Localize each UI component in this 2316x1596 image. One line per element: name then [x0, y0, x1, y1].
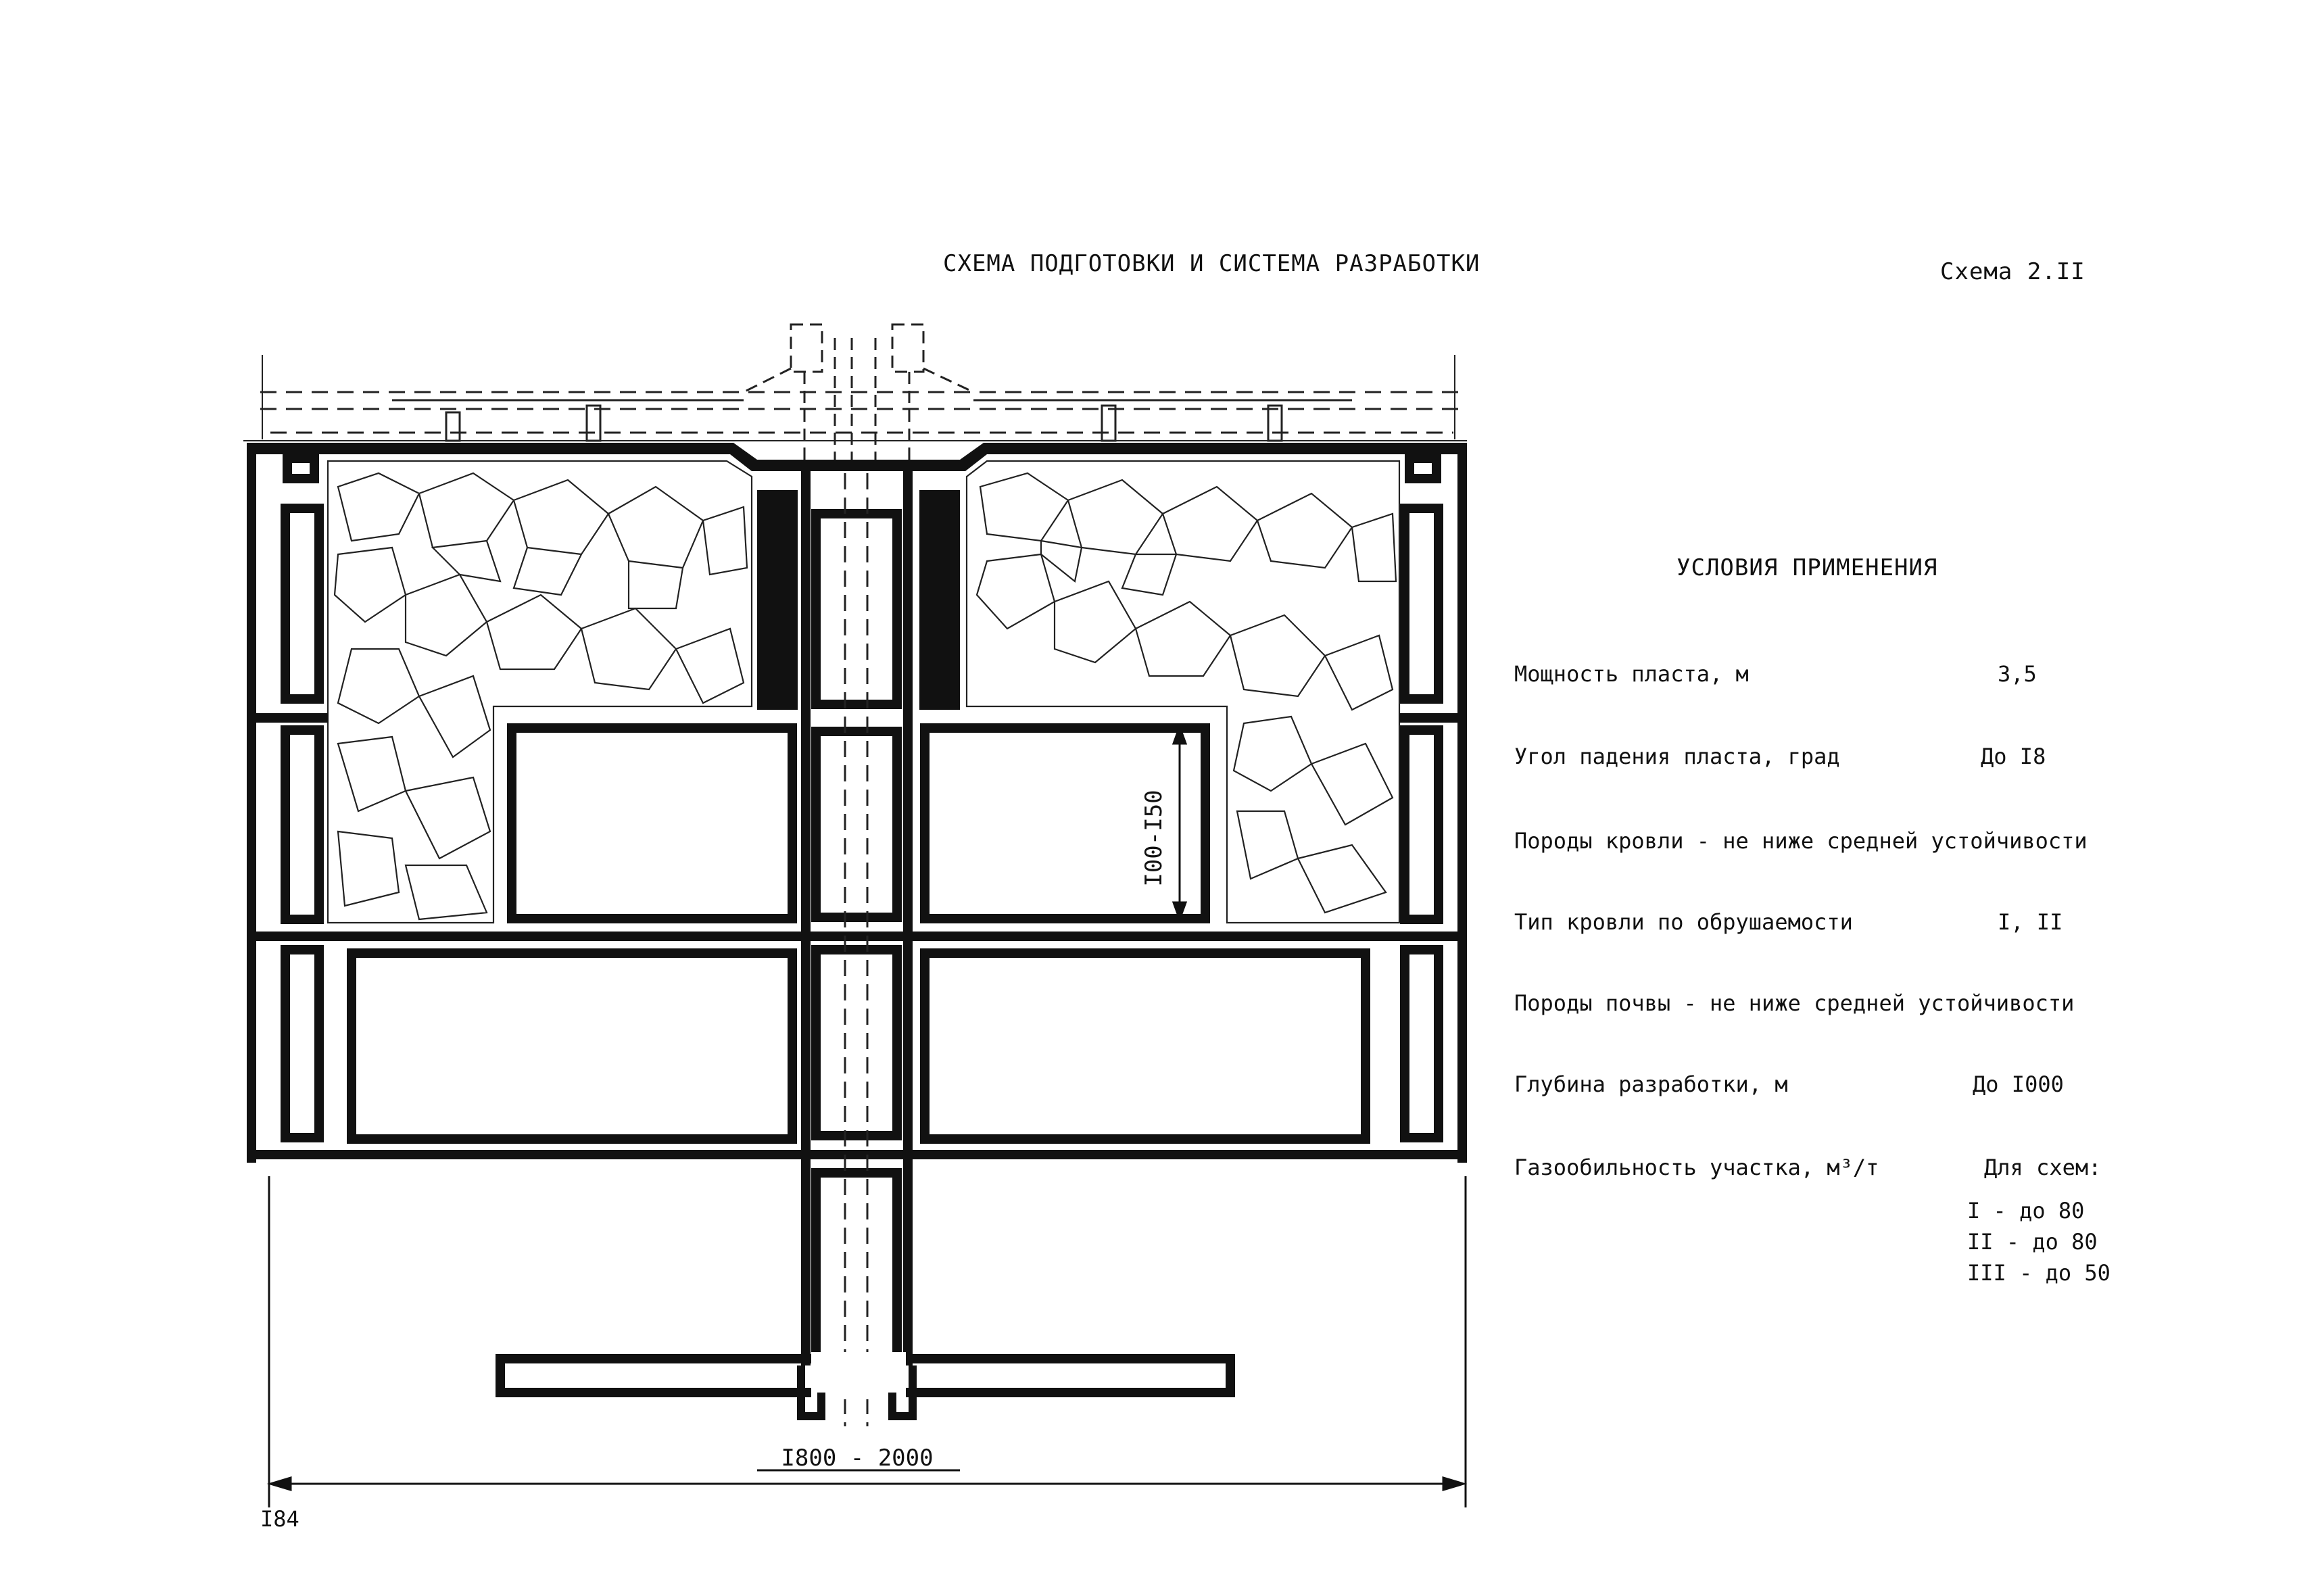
- dark-pillar-left: [757, 490, 798, 710]
- condition-value-dip-angle: До I8: [1981, 744, 2046, 769]
- outer-drifts: [251, 446, 1462, 1163]
- central-shaft-pillars: [816, 514, 897, 1369]
- condition-value-thickness: 3,5: [1998, 661, 2037, 687]
- condition-label-roof-type: Тип кровли по обрушаемости: [1514, 909, 1853, 935]
- dimension-pillar-length: [1174, 727, 1186, 919]
- right-edge-pillars: [1405, 458, 1439, 1138]
- condition-gas-value-3: III - до 50: [1967, 1260, 2110, 1286]
- airway-connectors: [392, 400, 1352, 441]
- condition-gas-header: Для схем:: [1984, 1155, 2102, 1180]
- condition-label-depth: Глубина разработки, м: [1514, 1071, 1788, 1097]
- condition-label-roof-rocks: Породы кровли - не ниже средней устойчивости: [1514, 828, 2088, 854]
- condition-gas-value-2: II - до 80: [1967, 1229, 2098, 1255]
- dark-pillar-right: [919, 490, 960, 710]
- scheme-number: Схема 2.II: [1940, 258, 2085, 285]
- condition-value-roof-type: I, II: [1998, 909, 2063, 935]
- scheme-title: СХЕМА ПОДГОТОВКИ И СИСТЕМА РАЗРАБОТКИ: [943, 250, 1480, 277]
- top-dashed-airways: [260, 392, 1460, 433]
- goaf-area-left: [328, 461, 752, 923]
- condition-label-floor-rocks: Породы почвы - не ниже средней устойчивости: [1514, 990, 2075, 1016]
- left-edge-pillars: [285, 458, 319, 1138]
- gateway-junction-mask: [811, 1352, 906, 1399]
- conditions-heading: УСЛОВИЯ ПРИМЕНЕНИЯ: [1676, 554, 1938, 581]
- top-boundary-lines: [243, 355, 1467, 441]
- dimension-pillar-label: I00-I50: [1140, 790, 1167, 887]
- condition-label-gas: Газообильность участка, м³/т: [1514, 1155, 1879, 1180]
- dimension-width-label: I800 - 2000: [781, 1445, 934, 1472]
- goaf-area-right: [967, 461, 1399, 923]
- page-number: I84: [260, 1506, 299, 1532]
- condition-gas-value-1: I - до 80: [1967, 1198, 2085, 1224]
- condition-label-thickness: Мощность пласта, м: [1514, 661, 1749, 687]
- condition-value-depth: До I000: [1973, 1071, 2064, 1097]
- condition-label-dip-angle: Угол падения пласта, град: [1514, 744, 1840, 769]
- top-gateway: [247, 443, 1467, 471]
